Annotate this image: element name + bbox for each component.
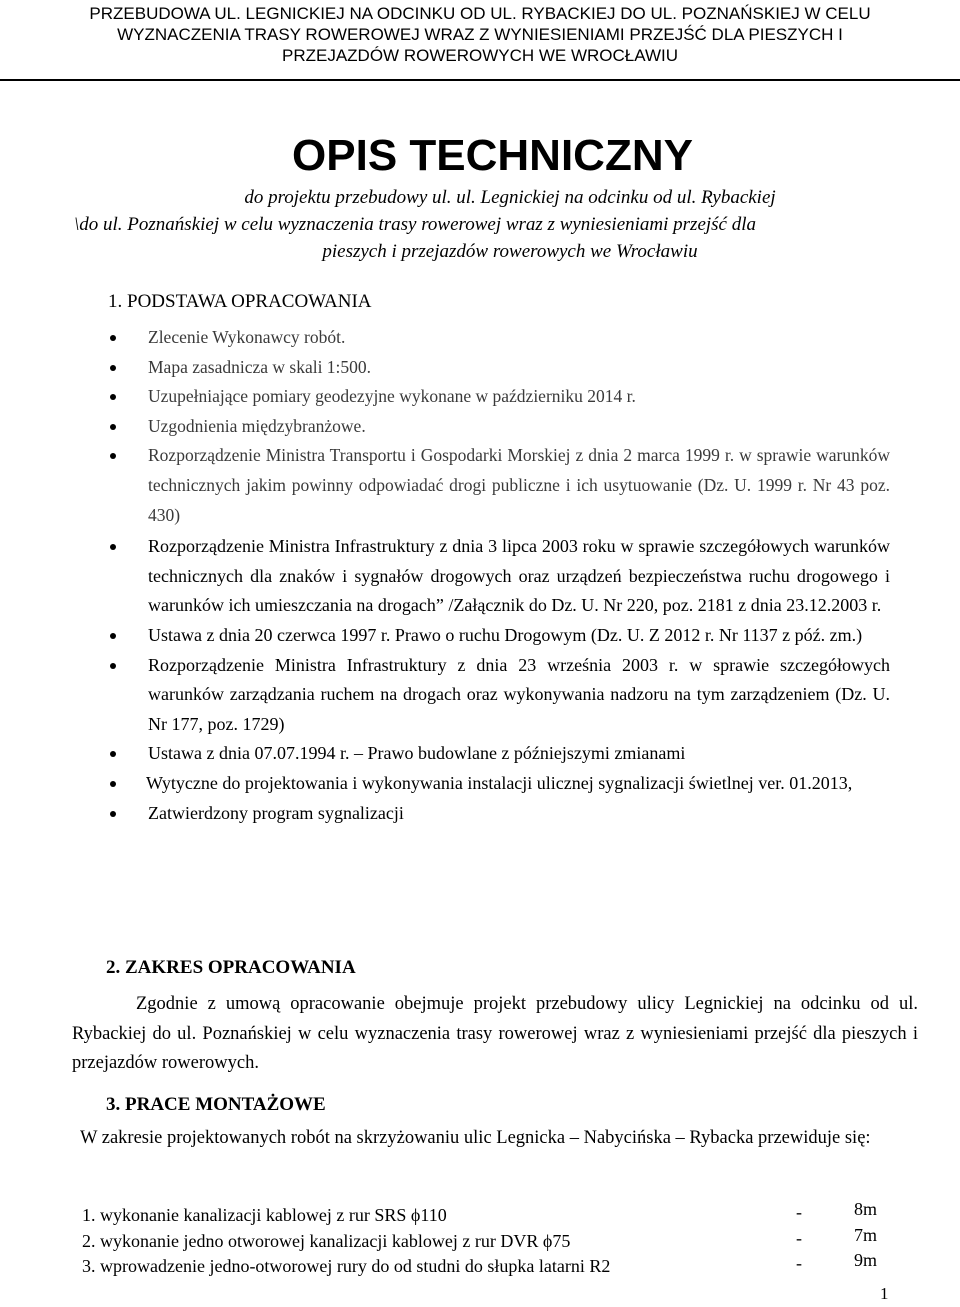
header-line: PRZEBUDOWA UL. LEGNICKIEJ NA ODCINKU OD UL. RYBACKIEJ DO UL. POZNAŃSKIEJ W CELU xyxy=(89,4,871,23)
subtitle-line: \do ul. Poznańskiej w celu wyznaczenia trasy rowerowej wraz z wyniesieniami przejść dla xyxy=(74,214,757,235)
dash: - xyxy=(796,1253,802,1273)
list-item: Ustawa z dnia 20 czerwca 1997 r. Prawo o ruchu Drogowym (Dz. U. Z 2012 r. Nr 1137 z póź. zm.) xyxy=(108,621,890,651)
page-number: 1 xyxy=(880,1284,889,1303)
document-subtitle xyxy=(74,184,940,265)
work-item: 3. wprowadzenie jedno-otworowej rury do od studni do słupka latarni R2 xyxy=(82,1256,611,1276)
subtitle-line: do projektu przebudowy ul. ul. Legnickiej na odcinku od ul. Rybackiej xyxy=(244,187,776,208)
table-row xyxy=(82,1224,902,1254)
work-item: 2. wykonanie jedno otworowej kanalizacji kablowej z rur DVR ϕ75 xyxy=(82,1230,571,1251)
list-item: Uzupełniające pomiary geodezyjne wykonane w październiku 2014 r. xyxy=(108,382,890,412)
quantity: 8m xyxy=(854,1199,878,1219)
list-item: Rozporządzenie Ministra Transportu i Gospodarki Morskiej z dnia 2 marca 1999 r. w sprawie warunków technicznych jakim powinny odpowiadać drogi publiczne i ich usytuowanie (Dz. U. 1999 r. Nr 43 poz. 430) xyxy=(108,441,890,530)
document-header xyxy=(0,0,960,80)
quantity: 9m xyxy=(854,1250,878,1270)
list-item: Zlecenie Wykonawcy robót. xyxy=(108,323,890,353)
list-item: Rozporządzenie Ministra Infrastruktury z dnia 23 września 2003 r. w sprawie szczegółowych warunków zarządzania ruchem na drogach oraz wykonywania nadzoru na tym zarządzeniem (Dz. U. Nr 177, poz. 1729) xyxy=(108,651,890,740)
list-item: Uzgodnienia międzybranżowe. xyxy=(108,412,890,442)
list-item: Rozporządzenie Ministra Infrastruktury z dnia 3 lipca 2003 roku w sprawie szczegółowych warunków technicznych dla znaków i sygnałów drogowych oraz urządzeń bezpieczeństwa ruchu drogowego i warunków ich umieszczania na drogach” /Załącznik do Dz. U. Nr 220, poz. 2181 z dnia 23.12.2003 r. xyxy=(108,532,890,621)
section-1-list xyxy=(108,312,890,828)
document-title: OPIS TECHNICZNY xyxy=(292,131,693,180)
list-item: Zatwierdzony program sygnalizacji xyxy=(108,799,890,829)
section-2-heading: 2. ZAKRES OPRACOWANIA xyxy=(106,957,356,978)
section-3-heading: 3. PRACE MONTAŻOWE xyxy=(106,1094,326,1115)
list-item: Mapa zasadnicza w skali 1:500. xyxy=(108,353,890,383)
section-3-list xyxy=(82,1199,902,1279)
header-line: WYZNACZENIA TRASY ROWEROWEJ WRAZ Z WYNIESIENIAMI PRZEJŚĆ DLA PIESZYCH I xyxy=(117,25,843,44)
dash: - xyxy=(796,1227,802,1248)
table-row xyxy=(82,1250,902,1279)
dash: - xyxy=(796,1202,802,1222)
section-2-text: Zgodnie z umową opracowanie obejmuje projekt przebudowy ulicy Legnickiej na odcinku od ul. Rybackiej do ul. Poznańskiej w celu wyznaczenia trasy rowerowej wraz z wyniesieniami przejść dla pieszych i przejazdów rowerowych. xyxy=(72,994,918,1073)
header-divider xyxy=(0,79,960,81)
quantity: 7m xyxy=(854,1224,878,1245)
list-item: Wytyczne do projektowania i wykonywania instalacji ulicznej sygnalizacji świetlnej ver. 01.2013, xyxy=(108,769,890,799)
work-item: 1. wykonanie kanalizacji kablowej z rur SRS ϕ110 xyxy=(82,1205,447,1225)
section-3-text: W zakresie projektowanych robót na skrzyżowaniu ulic Legnicka – Nabycińska – Rybacka przewiduje się: xyxy=(80,1128,871,1148)
section-1-heading: 1. PODSTAWA OPRACOWANIA xyxy=(108,291,372,312)
subtitle-line: pieszych i przejazdów rowerowych we Wrocławiu xyxy=(322,241,698,262)
header-line: PRZEJAZDÓW ROWEROWYCH WE WROCŁAWIU xyxy=(281,46,678,65)
table-row xyxy=(82,1199,902,1228)
list-item: Ustawa z dnia 07.07.1994 r. – Prawo budowlane z późniejszymi zmianami xyxy=(108,739,890,769)
